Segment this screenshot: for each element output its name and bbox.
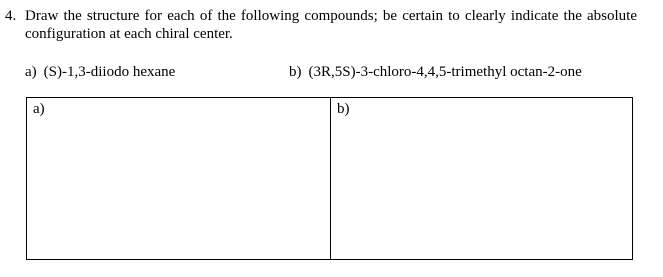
question-number: 4. [5,8,17,24]
part-b-compound: (3R,5S)-3-chloro-4,4,5-trimethyl octan-2-one [308,64,582,80]
part-a-compound: (S)-1,3-diiodo hexane [43,64,176,80]
answer-table [26,97,633,260]
answer-box-b-label: b) [337,101,350,117]
part-a-label: a) [25,64,37,80]
answer-box-a-label: a) [33,101,45,117]
answer-box-b[interactable] [331,98,632,259]
part-b-label: b) [289,64,302,80]
answer-box-a[interactable] [27,98,331,259]
part-b-prompt [289,63,582,81]
part-a-prompt [25,63,175,81]
question-text: Draw the structure for each of the following compounds; be certain to clearly indicate the absolute configuration at each chiral center. [25,8,637,42]
